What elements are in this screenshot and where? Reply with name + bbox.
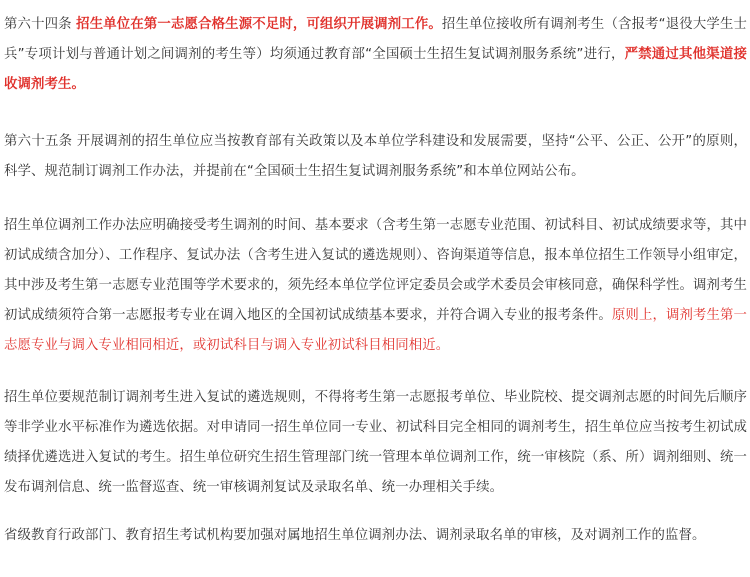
article-65-body-text: 第六十五条 开展调剂的招生单位应当按教育部有关政策以及本单位学科建设和发展需要，坚持“公平、公正、公开”的原则，科学、规范制订调剂工作办法，并提前在“全国硕士生招生复试调剂服务系统”和本单位网站公布。 bbox=[4, 134, 747, 179]
provincial-supervision-paragraph bbox=[4, 521, 747, 551]
provincial-supervision-body-text: 省级教育行政部门、教育招生考试机构要加强对属地招生单位调剂办法、调剂录取名单的审核，及对调剂工作的监督。 bbox=[4, 528, 706, 543]
article-65-paragraph bbox=[4, 127, 747, 187]
adjustment-method-emphasis: 原则上，调剂考生第一志愿专业与调入专业相同相近，或初试科目与调入专业初试科目相同相近。 bbox=[4, 308, 747, 353]
selection-rules-paragraph bbox=[4, 383, 747, 503]
article-64-heading-text: 第六十四条 bbox=[4, 17, 77, 32]
selection-rules-body-text: 招生单位要规范制订调剂考生进入复试的遴选规则，不得将考生第一志愿报考单位、毕业院校、提交调剂志愿的时间先后顺序等非学业水平标准作为遴选依据。对申请同一招生单位同一专业、初试科目完全相同的调剂考生，招生单位应当按考生初试成绩择优遴选进入复试的考生。招生单位研究生招生管理部门统一管理本单位调剂工作，统一审核院（系、所）调剂细则、统一发布调剂信息、统一监督巡查、统一审核调剂复试及录取名单、统一办理相关手续。 bbox=[4, 390, 747, 495]
article-64-body-text: 招生单位接收所有调剂考生（含报考“退役大学生士兵”专项计划与普通计划之间调剂的考生等）均须通过教育部“全国硕士生招生复试调剂服务系统”进行， bbox=[4, 17, 747, 62]
article-64-paragraph bbox=[4, 10, 747, 100]
article-64-emphasis-2: 严禁通过其他渠道接收调剂考生。 bbox=[4, 47, 747, 92]
adjustment-method-body-text: 招生单位调剂工作办法应明确接受考生调剂的时间、基本要求（含考生第一志愿专业范围、初试科目、初试成绩要求等，其中初试成绩含加分）、工作程序、复试办法（含考生进入复试的遴选规则）、咨询渠道等信息，报本单位招生工作领导小组审定，其中涉及考生第一志愿专业范围等学术要求的，须先经本单位学位评定委员会或学术委员会审核同意，确保科学性。调剂考生初试成绩须符合第一志愿报考专业在调入地区的全国初试成绩基本要求，并符合调入专业的报考条件。 bbox=[4, 218, 747, 323]
article-64-emphasis-1: 招生单位在第一志愿合格生源不足时，可组织开展调剂工作。 bbox=[76, 17, 442, 32]
adjustment-method-paragraph bbox=[4, 211, 747, 361]
